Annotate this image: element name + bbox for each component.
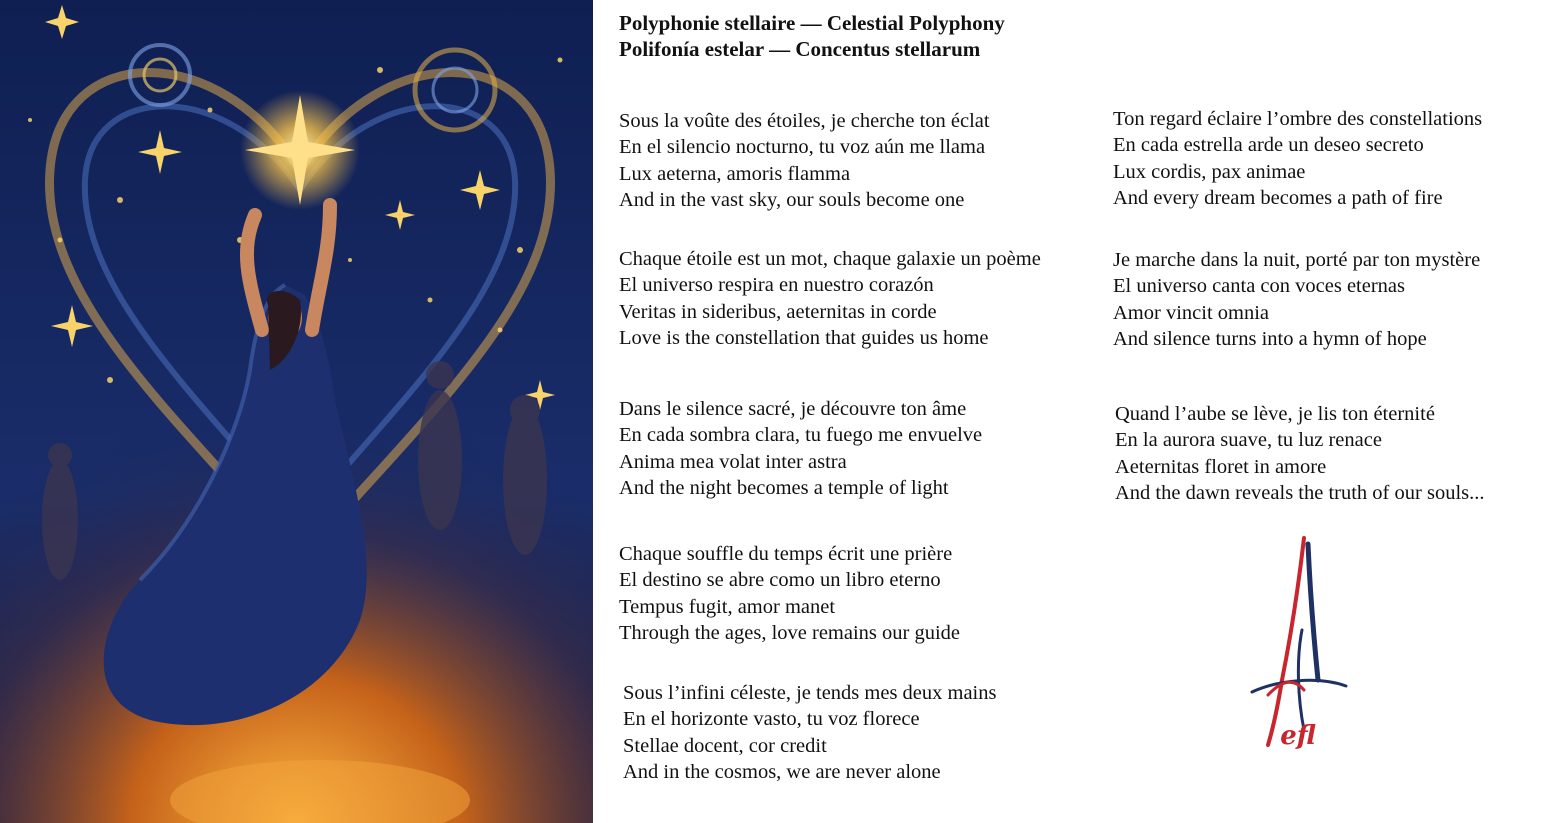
stanza-7	[619, 541, 960, 646]
stanza-line: Amor vincit omnia	[1113, 301, 1270, 324]
stanza-line: And in the cosmos, we are never alone	[623, 760, 941, 783]
stanza-6	[1115, 401, 1485, 506]
stanza-line: En el horizonte vasto, tu voz florece	[623, 708, 920, 731]
title-line-1: Polyphonie stellaire — Celestial Polyphony	[619, 11, 1005, 35]
stanza-line: Aeternitas floret in amore	[1115, 455, 1327, 478]
stanza-line: Through the ages, love remains our guide	[619, 621, 961, 644]
stanza-line: And the night becomes a temple of light	[619, 476, 949, 499]
stanza-line: Anima mea volat inter astra	[619, 450, 847, 473]
stanza-line: Love is the constellation that guides us home	[619, 326, 989, 349]
stanza-line: El universo respira en nuestro corazón	[619, 274, 934, 297]
stanza-line: Dans le silence sacré, je découvre ton âme	[619, 398, 967, 420]
stanza-line: Lux cordis, pax animae	[1113, 160, 1306, 183]
stanza-line: Chaque souffle du temps écrit une prière	[619, 543, 953, 565]
stanza-line: Sous la voûte des étoiles, je cherche ton éclat	[619, 110, 990, 132]
title-line-2: Polifonía estelar — Concentus stellarum	[619, 37, 981, 61]
stanza-line: Veritas in sideribus, aeternitas in corde	[619, 300, 937, 323]
stanza-line: En cada sombra clara, tu fuego me envuelve	[619, 424, 983, 447]
poem-title	[619, 10, 1005, 62]
stanza-line: En la aurora suave, tu luz renace	[1115, 429, 1382, 452]
stanza-line: El destino se abre como un libro eterno	[619, 569, 941, 592]
stanza-line: Stellae docent, cor credit	[623, 734, 827, 757]
stanza-line: And silence turns into a hymn of hope	[1113, 327, 1427, 350]
stanza-line: Lux aeterna, amoris flamma	[619, 162, 851, 185]
stanza-4	[1113, 247, 1480, 352]
stanza-line: Tempus fugit, amor manet	[619, 595, 836, 618]
stanza-line: And every dream becomes a path of fire	[1113, 186, 1443, 209]
stanza-5	[619, 396, 982, 501]
stanza-8	[623, 680, 996, 785]
stanza-line: Chaque étoile est un mot, chaque galaxie un poème	[619, 248, 1041, 270]
stanza-line: Ton regard éclaire l’ombre des constellations	[1113, 108, 1483, 130]
stanza-line: Sous l’infini céleste, je tends mes deux mains	[623, 682, 997, 704]
efl-logo	[1238, 530, 1358, 765]
stanza-3	[619, 246, 1041, 351]
stanza-line: Je marche dans la nuit, porté par ton mystère	[1113, 249, 1481, 271]
stanza-line: En el silencio nocturno, tu voz aún me llama	[619, 136, 986, 159]
stanza-line: Quand l’aube se lève, je lis ton éternité	[1115, 403, 1435, 425]
painting-image	[0, 0, 593, 823]
stanza-2	[1113, 106, 1482, 211]
stanza-line: And in the vast sky, our souls become one	[619, 188, 965, 211]
stanza-1	[619, 108, 990, 213]
stanza-line: El universo canta con voces eternas	[1113, 275, 1406, 298]
stanza-line: En cada estrella arde un deseo secreto	[1113, 134, 1424, 157]
stanza-line: And the dawn reveals the truth of our souls...	[1115, 481, 1485, 504]
svg-text:efl: efl	[1280, 721, 1316, 751]
